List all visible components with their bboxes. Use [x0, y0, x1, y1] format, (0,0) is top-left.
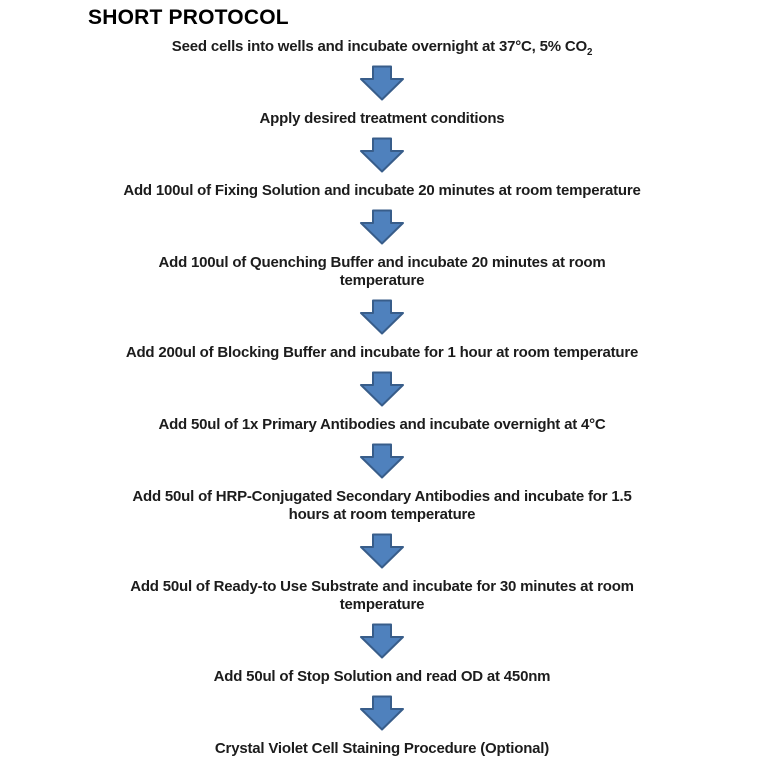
down-arrow-icon: [359, 533, 405, 569]
down-arrow-icon: [359, 371, 405, 407]
protocol-step: [132, 488, 631, 524]
step-text: Add 100ul of Quenching Buffer and incubate 20 minutes at room: [158, 254, 606, 271]
protocol-step: [130, 578, 634, 614]
step-text: Add 200ul of Blocking Buffer and incubate for 1 hour at room temperature: [125, 344, 639, 361]
step-text: temperature: [339, 272, 425, 289]
step-text: temperature: [339, 596, 425, 613]
protocol-step: [215, 740, 549, 758]
step-text: Add 50ul of 1x Primary Antibodies and incubate overnight at 4°C: [158, 416, 606, 433]
step-text: Seed cells into wells and incubate overnight at 37°C, 5% $CO_2$: [171, 38, 593, 58]
protocol-step: [126, 344, 638, 362]
protocol-step: [260, 110, 505, 128]
page-title: SHORT PROTOCOL: [88, 6, 289, 29]
down-arrow-icon: [359, 695, 405, 731]
down-arrow-icon: [359, 443, 405, 479]
down-arrow-icon: [359, 623, 405, 659]
step-text: Crystal Violet Cell Staining Procedure (Optional): [214, 740, 550, 757]
step-text: Apply desired treatment conditions: [259, 110, 505, 127]
step-text: hours at room temperature: [288, 506, 476, 523]
down-arrow-icon: [359, 137, 405, 173]
subscript-text: 2: [586, 47, 593, 58]
step-text: Add 50ul of HRP-Conjugated Secondary Antibodies and incubate for 1.5: [132, 488, 632, 505]
protocol-step: [123, 182, 640, 200]
step-text: Add 50ul of Ready-to Use Substrate and incubate for 30 minutes at room: [130, 578, 634, 595]
down-arrow-icon: [359, 299, 405, 335]
protocol-step: [172, 38, 592, 56]
protocol-step: [214, 668, 551, 686]
step-text: Add 100ul of Fixing Solution and incubate 20 minutes at room temperature: [123, 182, 641, 199]
protocol-flow: [0, 36, 764, 760]
protocol-step: [158, 416, 605, 434]
down-arrow-icon: [359, 209, 405, 245]
down-arrow-icon: [359, 65, 405, 101]
protocol-step: [158, 254, 605, 290]
step-text: Add 50ul of Stop Solution and read OD at 450nm: [213, 668, 551, 685]
